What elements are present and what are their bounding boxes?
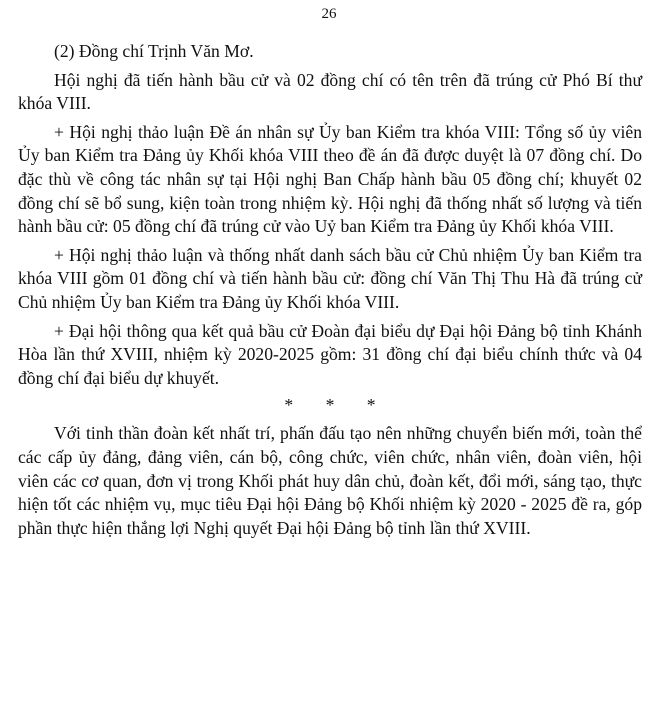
paragraph-deputy-secretary-election: Hội nghị đã tiến hành bầu cử và 02 đồng chí có tên trên đã trúng cử Phó Bí thư khóa VIII. — [18, 69, 642, 114]
page-number: 26 — [321, 6, 337, 22]
closing-paragraph: Với tinh thần đoàn kết nhất trí, phấn đấu tạo nên những chuyển biến mới, toàn thể các cấp ủy đảng, đảng viên, cán bộ, công chức, viên chức, nhân viên, đoàn viên, hội viên các cơ quan, đơn vị trong Khối phát huy dân chủ, đoàn kết, đổi mới, sáng tạo, thực hiện tốt các nhiệm vụ, mục tiêu Đại hội Đảng bộ Khối nhiệm kỳ 2020 - 2025 đề ra, góp phần thực hiện thắng lợi Nghị quyết Đại hội Đảng bộ tỉnh lần thứ XVIII. — [18, 423, 642, 538]
separator-asterisk: * — [284, 395, 294, 416]
separator-asterisk: * — [366, 395, 376, 416]
separator-asterisk: * — [325, 395, 335, 416]
paragraph-candidate-name: (2) Đồng chí Trịnh Văn Mơ. — [54, 41, 254, 61]
paragraph-delegation-election: + Đại hội thông qua kết quả bầu cử Đoàn đại biểu dự Đại hội Đảng bộ tỉnh Khánh Hòa lần thứ XVIII, nhiệm kỳ 2020-2025 gồm: 31 đồng chí đại biểu chính thức và 04 đồng chí đại biểu dự khuyết. — [18, 320, 642, 388]
document-body — [18, 40, 642, 540]
paragraph-inspection-chair-election: + Hội nghị thảo luận và thống nhất danh sách bầu cử Chủ nhiệm Ủy ban Kiểm tra khóa VIII gồm 01 đồng chí và tiến hành bầu cử: đồng chí Văn Thị Thu Hà đã trúng cử Chủ nhiệm Ủy ban Kiểm tra Đảng ủy Khối khóa VIII. — [18, 244, 642, 312]
section-separator — [18, 394, 642, 418]
paragraph-inspection-committee-plan: + Hội nghị thảo luận Đề án nhân sự Ủy ban Kiểm tra khóa VIII: Tổng số ủy viên Ủy ban Kiểm tra Đảng ủy Khối khóa VIII theo đề án đã được duyệt là 07 đồng chí. Do đặc thù về công tác nhân sự tại Hội nghị Ban Chấp hành bầu 05 đồng chí; khuyết 02 đồng chí sẽ bổ sung, kiện toàn trong nhiệm kỳ. Hội nghị đã thống nhất số lượng và tiến hành bầu cử: 05 đồng chí đã trúng cử vào Uỷ ban Kiểm tra Đảng ủy Khối khóa VIII. — [18, 121, 642, 237]
